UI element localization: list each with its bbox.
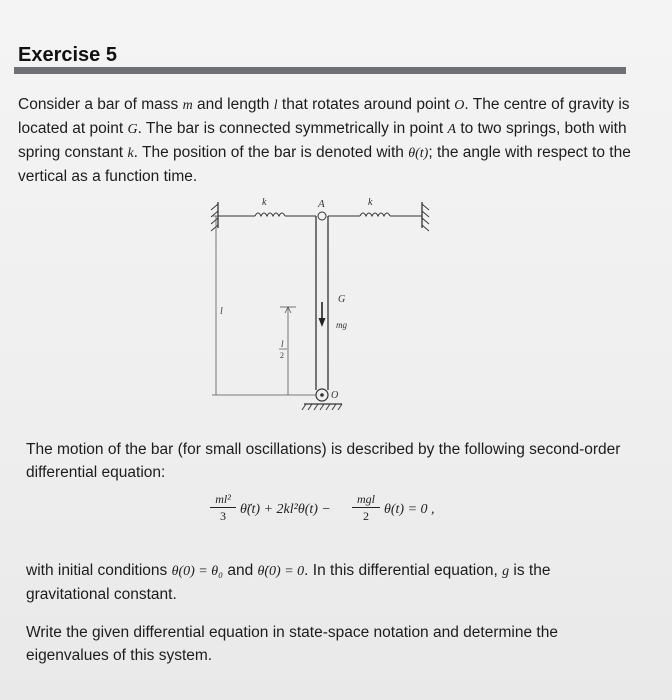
intro-paragraph: Consider a bar of mass m and length l that rotates around point O. The centre of gravity is located at point G. The bar is connected symmetrically in point A to two springs, both with spring constant k. The position of the bar is denoted with θ(t); the angle with respect to the vertical as a function time.	[18, 96, 631, 185]
initial-conditions-paragraph: with initial conditions θ(0) = θ₀ and θ̇(0) = 0. In this differential equation, g is the gravitational constant.	[26, 562, 551, 603]
label-g: G	[338, 294, 346, 305]
bar-spring-diagram	[200, 190, 440, 420]
label-l: l	[220, 306, 223, 317]
label-half-den: 2	[280, 351, 284, 360]
title-divider	[14, 67, 626, 74]
equation-term-1: θ̈(t) + 2kl²θ(t) −	[240, 502, 331, 517]
label-o: O	[331, 390, 339, 401]
label-k-right: k	[368, 197, 373, 208]
exercise-title: Exercise 5	[18, 44, 117, 66]
label-k-left: k	[262, 197, 267, 208]
label-a: A	[318, 198, 325, 210]
motion-paragraph: The motion of the bar (for small oscillations) is described by the following second-order differential equation:	[26, 441, 621, 481]
fraction-mgl-over-2: mgl 2	[352, 492, 380, 523]
equation-term-2: θ(t) = 0 ,	[384, 502, 435, 517]
fraction-ml2-over-3: ml² 3	[210, 492, 236, 523]
label-half-num: l	[281, 339, 284, 349]
task-paragraph: Write the given differential equation in state-space notation and determine the eigenvalues of this system.	[26, 624, 558, 664]
label-mg: mg	[336, 320, 347, 330]
differential-equation	[208, 488, 468, 540]
